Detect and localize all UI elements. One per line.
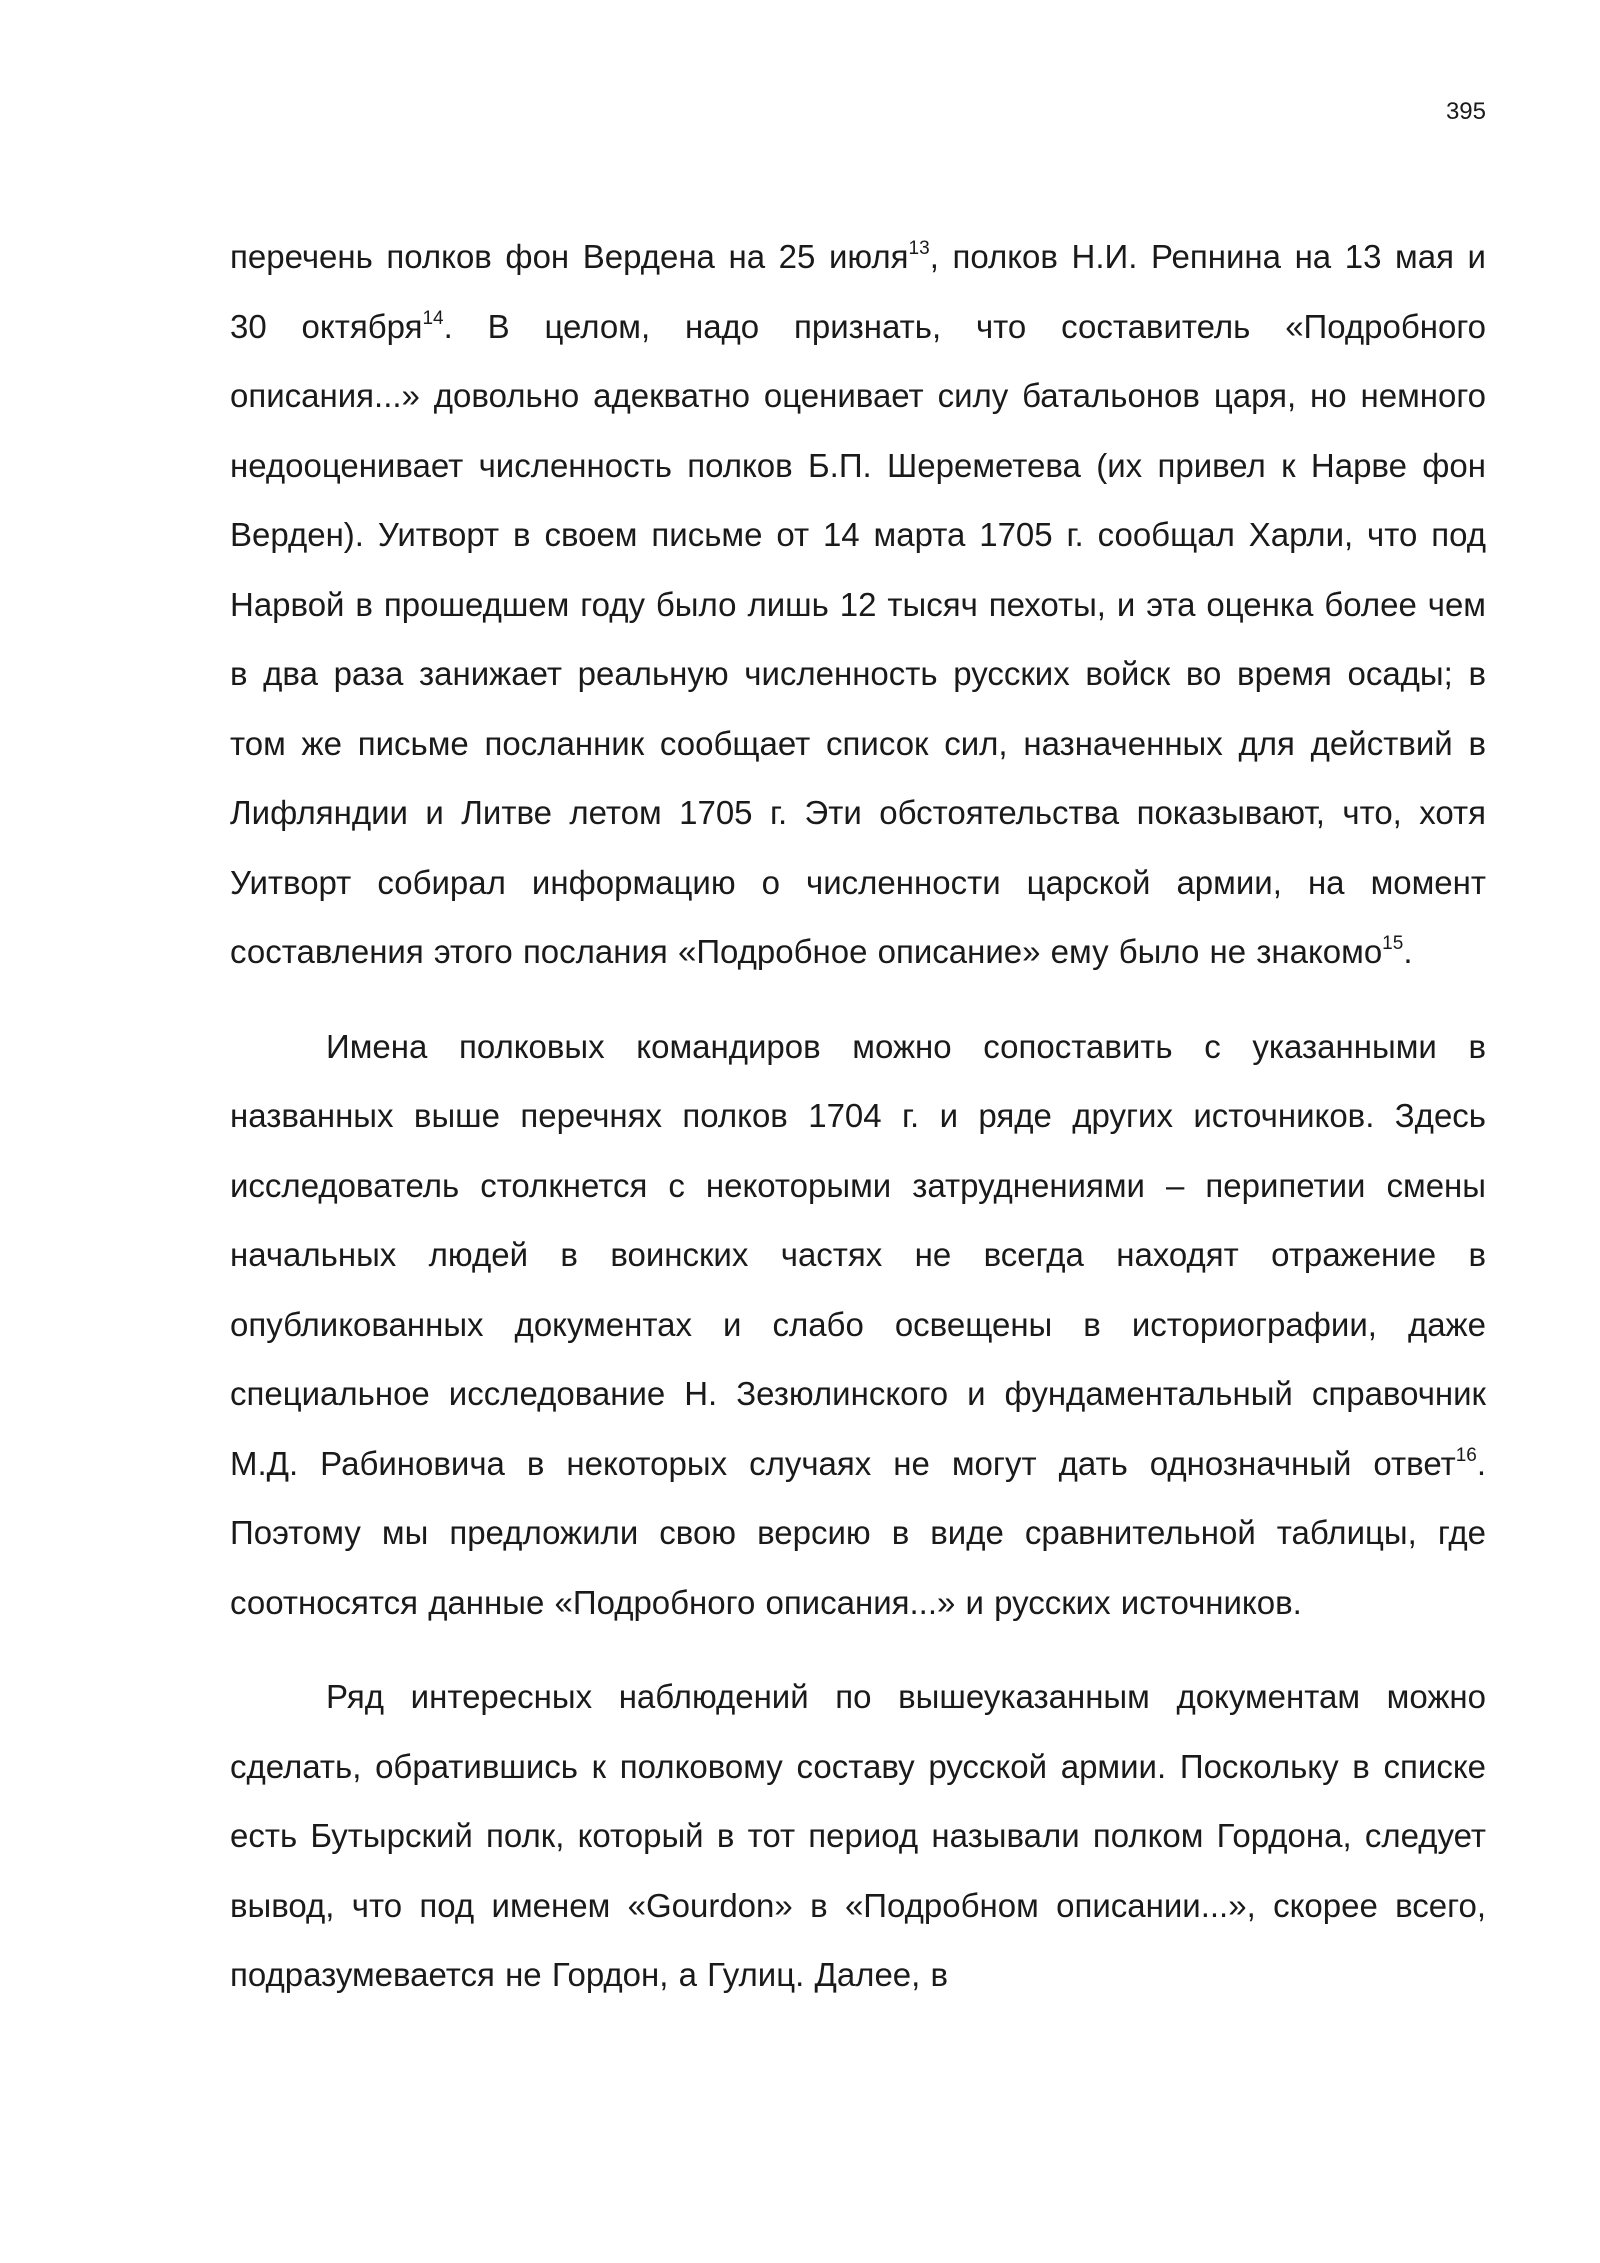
paragraph-text: . Поэтому мы предложили свою версию в виде сравнительной таблицы, где соотносятся данные «Подробного описания...» и русских источников. bbox=[230, 1444, 1486, 1621]
paragraph-text: . В целом, надо признать, что составитель «Подробного описания...» довольно адекватно оценивает силу батальонов царя, но немного недооценивает численность полков Б.П. Шереметева (их привел к Нарве фон Верден). Уитворт в своем письме от 14 марта 1705 г. сообщал Харли, что под Нарвой в прошедшем году было лишь 12 тысяч пехоты, и эта оценка более чем в два раза занижает реальную численность русских войск во время осады; в том же письме посланник сообщает список сил, назначенных для действий в Лифляндии и Литве летом 1705 г. Эти обстоятельства показывают, что, хотя Уитворт собирал информацию о численности царской армии, на момент составления этого послания «Подробное описание» ему было не знакомо bbox=[230, 307, 1487, 970]
paragraph-text: . bbox=[1403, 933, 1413, 970]
footnote-marker: 15 bbox=[1382, 933, 1404, 954]
footnote-marker: 13 bbox=[908, 238, 930, 259]
paragraph bbox=[230, 1662, 1486, 2010]
paragraph-text: Имена полковых командиров можно сопоставить с указанными в названных выше перечнях полков 1704 г. и ряде других источников. Здесь исследователь столкнется с некоторыми затруднениями – перипетии смены начальных людей в воинских частях не всегда находят отражение в опубликованных документах и слабо освещены в историографии, даже специальное исследование Н. Зезюлинского и фундаментальный справочник М.Д. Рабиновича в некоторых случаях не могут дать однозначный ответ bbox=[230, 1027, 1486, 1482]
paragraph-text: перечень полков фон Вердена на 25 июля bbox=[230, 238, 909, 275]
footnote-marker: 16 bbox=[1455, 1444, 1477, 1466]
paragraph-text: Ряд интересных наблюдений по вышеуказанным документам можно сделать, обратившись к полковому составу русской армии. Поскольку в списке есть Бутырский полк, который в тот период называли полком Гордона, следует вывод, что под именем «Gourdon» в «Подробном описании...», скорее всего, подразумевается не Гордон, а Гулиц. Далее, в bbox=[230, 1678, 1486, 1993]
page-number: 395 bbox=[1445, 98, 1486, 125]
footnote-marker: 14 bbox=[422, 307, 444, 329]
paragraph bbox=[230, 222, 1486, 987]
paragraph bbox=[230, 1012, 1486, 1638]
paragraph-text: , полков Н.И. Репнина на 13 мая и 30 октября bbox=[230, 238, 1486, 345]
text-body bbox=[230, 222, 1486, 2010]
